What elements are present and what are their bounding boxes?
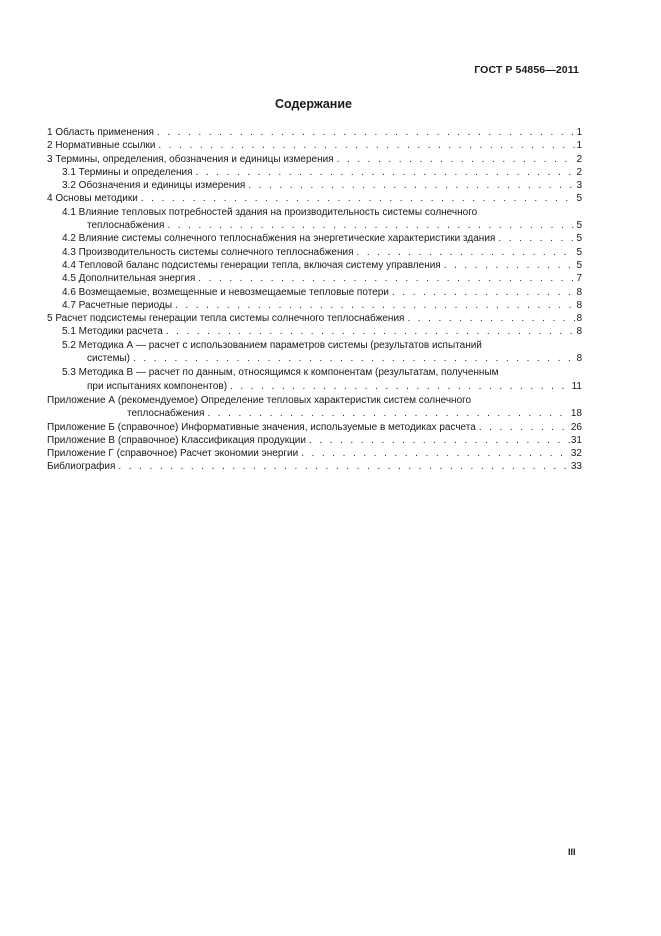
toc-entry-title: 5.3 Методика В — расчет по данным, относящимся к компонентам (результатам, полученным	[62, 367, 499, 379]
toc-entry-title: 4.6 Возмещаемые, возмещенные и невозмещаемые тепловые потери	[62, 286, 389, 298]
toc-entry-page: 31	[570, 434, 582, 446]
toc-entry-page: 26	[570, 421, 582, 433]
toc-entry[interactable]	[47, 366, 582, 393]
document-code: ГОСТ Р 54856—2011	[474, 64, 579, 76]
toc-entry-title: Приложение В (справочное) Классификация продукции	[47, 434, 306, 446]
toc-entry-page: 5	[576, 220, 582, 232]
toc-entry-page: 1	[576, 127, 582, 138]
toc-entry[interactable]	[47, 286, 582, 299]
toc-entry[interactable]	[47, 153, 582, 166]
toc-entry-title-continuation: системы)	[87, 353, 131, 365]
toc-entry[interactable]	[47, 232, 582, 245]
toc-entry[interactable]	[47, 126, 582, 139]
toc-entry-page: 11	[571, 380, 582, 392]
toc-entry-title: 4.3 Производительность системы солнечного теплоснабжения	[62, 246, 354, 258]
toc-entry-title: 4.1 Влияние тепловых потребностей здания на производительность системы солнечного	[62, 206, 478, 218]
toc-entry-page: 8	[576, 353, 582, 365]
toc-entry[interactable]	[47, 206, 582, 233]
toc-entry-title-continuation: теплоснабжения	[87, 220, 165, 232]
toc-entry-title: Приложение Б (справочное) Информативные значения, используемые в методиках расчета	[47, 421, 476, 433]
toc-entry[interactable]	[47, 299, 582, 312]
toc-entry-title: 3.2 Обозначения и единицы измерения	[62, 180, 246, 192]
toc-entry-title: 3.1 Термины и определения	[62, 166, 193, 178]
toc-entry-page: 2	[576, 153, 582, 165]
toc-entry-title: Приложение А (рекомендуемое) Определение тепловых характеристик систем солнечного	[47, 394, 472, 406]
toc-entry-page: 8	[576, 286, 582, 298]
toc-entry-title: 4.2 Влияние системы солнечного теплоснабжения на энергетические характеристики здания	[62, 233, 496, 245]
toc-entry[interactable]	[47, 246, 582, 259]
toc-entry-title-continuation: при испытаниях компонентов)	[87, 380, 228, 392]
toc-entry-page: 5	[576, 193, 582, 205]
toc-entry-title: 3 Термины, определения, обозначения и единицы измерения	[47, 153, 334, 165]
toc-entry-title: 4.4 Тепловой баланс подсистемы генерации тепла, включая систему управления	[62, 259, 441, 271]
toc-entry-title: 5.1 Методики расчета	[62, 326, 163, 338]
toc-entry-appendix[interactable]	[47, 421, 582, 434]
toc-entry-page: 1	[576, 140, 582, 152]
toc-entry[interactable]	[47, 312, 582, 325]
toc-entry-title: Приложение Г (справочное) Расчет экономии энергии	[47, 448, 299, 460]
toc-entry-title: 4.5 Дополнительная энергия	[62, 273, 196, 285]
toc-entry-title: 5 Расчет подсистемы генерации тепла системы солнечного теплоснабжения	[47, 313, 405, 325]
page-number: III	[568, 847, 576, 857]
toc-entry-page: 5	[576, 246, 582, 258]
toc-entry-page: 3	[576, 180, 582, 192]
toc-entry-title: 4.7 Расчетные периоды	[62, 299, 173, 311]
toc-entry-title-continuation: теплоснабжения	[127, 408, 205, 420]
toc-entry-appendix[interactable]	[47, 434, 582, 447]
toc-entry[interactable]	[47, 166, 582, 179]
toc-entry[interactable]	[47, 139, 582, 152]
toc-entry[interactable]	[47, 325, 582, 338]
table-of-contents	[47, 126, 582, 474]
toc-entry-title: 1 Область применения	[47, 127, 154, 138]
toc-entry-title: 5.2 Методика А — расчет с использованием параметров системы (результатов испытаний	[62, 339, 482, 351]
toc-entry-page: 8	[576, 299, 582, 311]
toc-entry-bibliography[interactable]	[47, 460, 582, 473]
toc-entry-page: 5	[576, 233, 582, 245]
toc-entry[interactable]	[47, 192, 582, 205]
toc-entry-page: 2	[576, 166, 582, 178]
toc-entry-title: 4 Основы методики	[47, 193, 138, 205]
toc-entry[interactable]	[47, 339, 582, 366]
toc-entry[interactable]	[47, 259, 582, 272]
toc-entry-page: 32	[570, 448, 582, 460]
toc-entry[interactable]	[47, 272, 582, 285]
toc-entry-page: 33	[570, 461, 582, 473]
toc-entry-appendix[interactable]	[47, 394, 582, 421]
toc-entry-page: 8	[576, 313, 582, 325]
page-title: Содержание	[274, 97, 352, 111]
toc-entry-title: 2 Нормативные ссылки	[47, 140, 156, 152]
toc-entry-page: 18	[570, 408, 582, 420]
toc-entry[interactable]	[47, 179, 582, 192]
toc-entry-page: 8	[576, 326, 582, 338]
toc-entry-appendix[interactable]	[47, 447, 582, 460]
toc-entry-title: Библиография	[47, 461, 116, 473]
toc-entry-page: 7	[576, 273, 582, 285]
toc-entry-page: 5	[576, 259, 582, 271]
